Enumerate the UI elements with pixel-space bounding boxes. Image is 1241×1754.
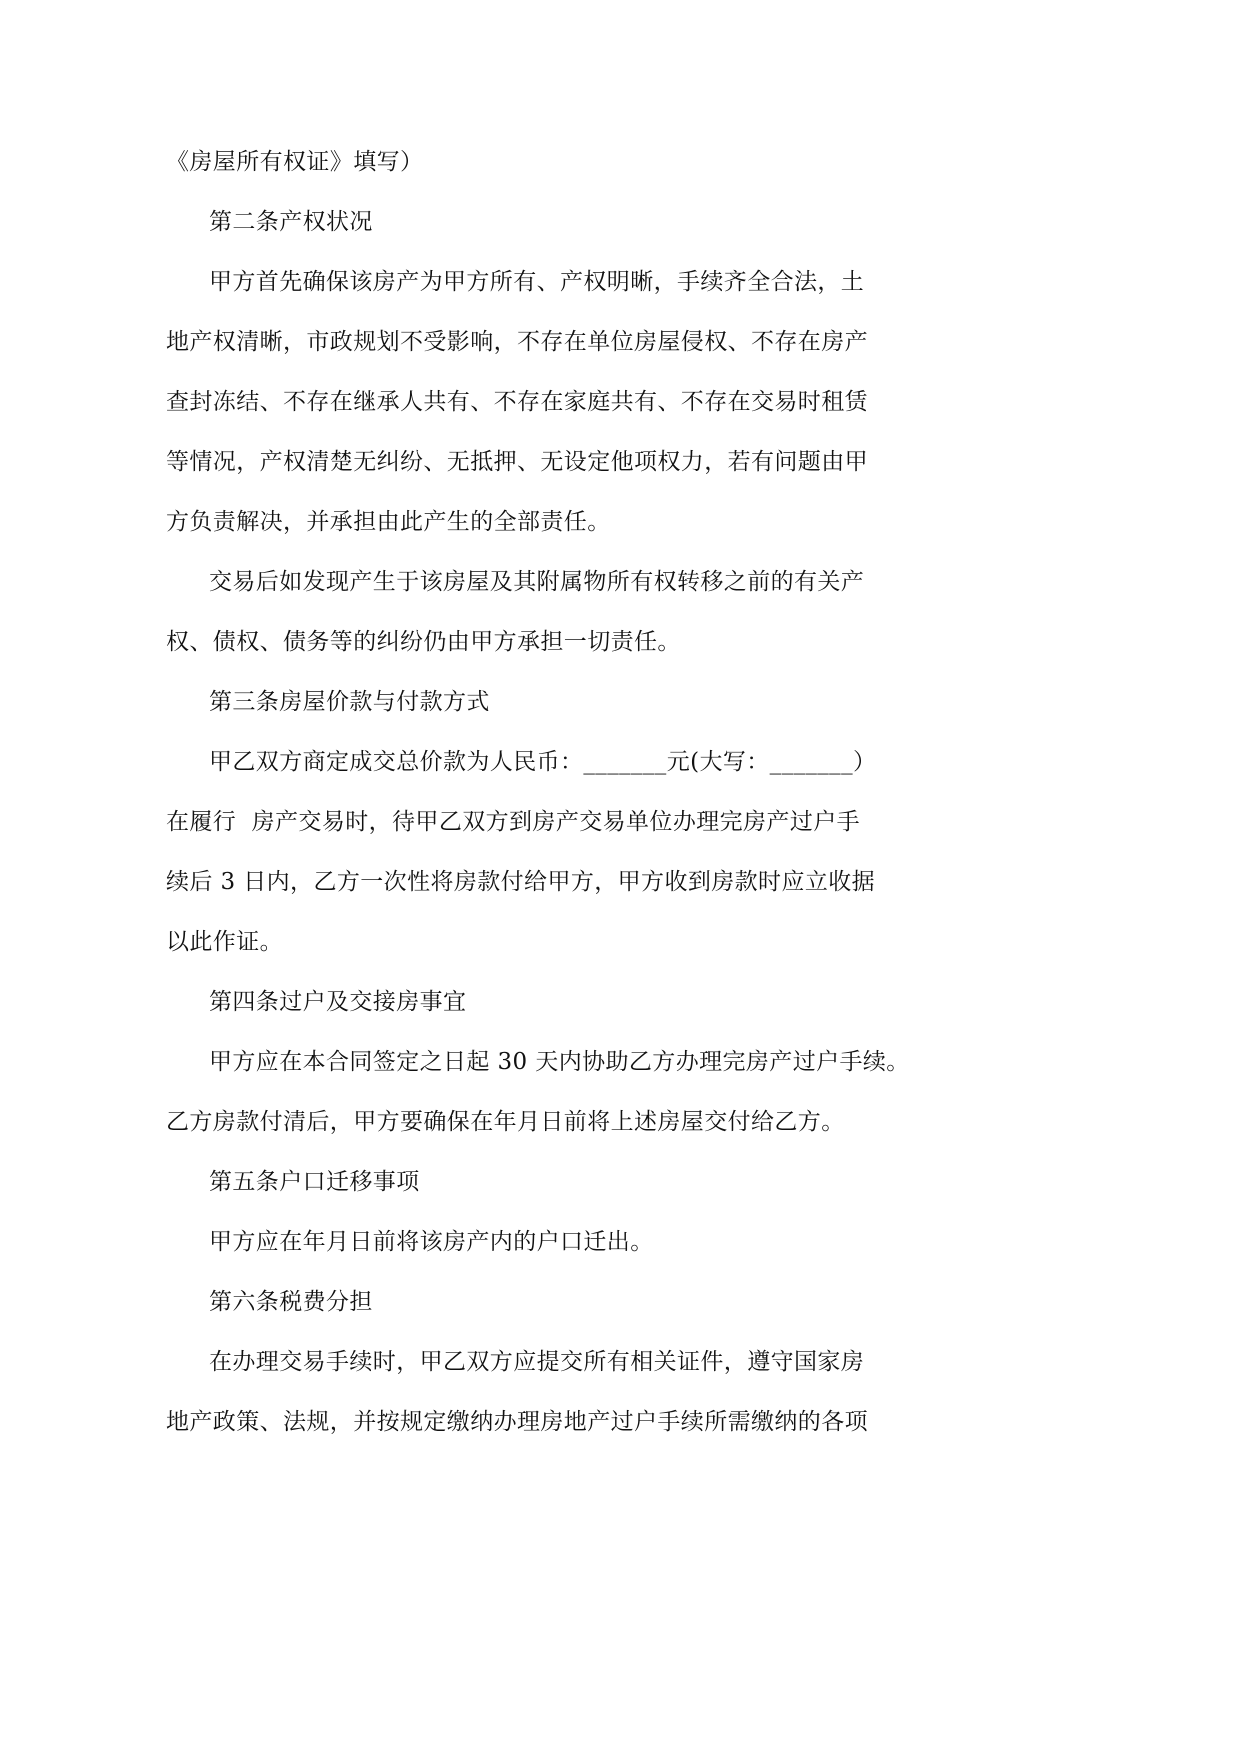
text-line: 交易后如发现产生于该房屋及其附属物所有权转移之前的有关产 <box>209 569 865 595</box>
text-line: 以此作证。 <box>166 929 283 955</box>
text-line: 在履行 房产交易时，待甲乙双方到房产交易单位办理完房产过户手 <box>166 809 861 835</box>
text-line: 查封冻结、不存在继承人共有、不存在家庭共有、不存在交易时租赁 <box>166 389 868 415</box>
text-line: 在办理交易手续时，甲乙双方应提交所有相关证件，遵守国家房 <box>209 1349 865 1375</box>
section-heading: 第三条房屋价款与付款方式 <box>209 689 490 715</box>
section-heading: 第二条产权状况 <box>209 209 373 235</box>
text-line: 权、债权、债务等的纠纷仍由甲方承担一切责任。 <box>166 629 681 655</box>
section-heading: 第六条税费分担 <box>209 1289 373 1315</box>
text-line: 等情况，产权清楚无纠纷、无抵押、无设定他项权力，若有问题由甲 <box>166 449 868 475</box>
text-line: 甲方应在本合同签定之日起 30 天内协助乙方办理完房产过户手续。 <box>209 1049 910 1075</box>
text-line: 地产政策、法规，并按规定缴纳办理房地产过户手续所需缴纳的各项 <box>166 1409 868 1435</box>
text-line: 甲方应在年月日前将该房产内的户口迁出。 <box>209 1229 654 1255</box>
text-line: 甲乙双方商定成交总价款为人民币：_______元(大写：_______） <box>209 749 877 775</box>
text-line: 方负责解决，并承担由此产生的全部责任。 <box>166 509 611 535</box>
text-line: 续后 3 日内，乙方一次性将房款付给甲方，甲方收到房款时应立收据 <box>166 869 876 895</box>
text-line: 地产权清晰，市政规划不受影响，不存在单位房屋侵权、不存在房产 <box>166 329 868 355</box>
section-heading: 第五条户口迁移事项 <box>209 1169 420 1195</box>
text-line: 乙方房款付清后，甲方要确保在年月日前将上述房屋交付给乙方。 <box>166 1109 845 1135</box>
section-heading: 第四条过户及交接房事宜 <box>209 989 467 1015</box>
text-line: 《房屋所有权证》填写） <box>166 149 424 175</box>
text-line: 甲方首先确保该房产为甲方所有、产权明晰，手续齐全合法，土 <box>209 269 865 295</box>
